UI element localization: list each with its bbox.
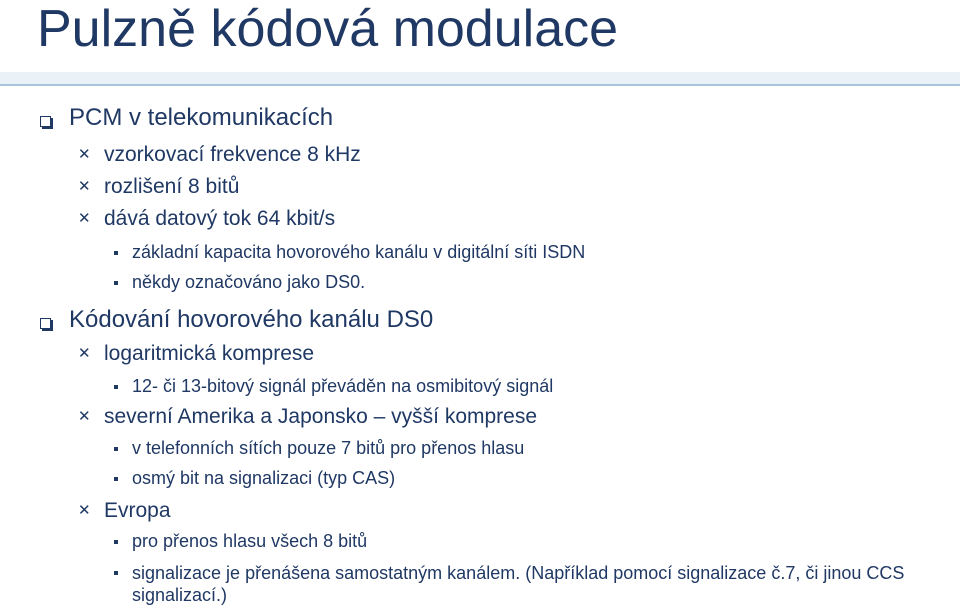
small-square-icon xyxy=(114,540,118,544)
sub-list-item-text: osmý bit na signalizaci (typ CAS) xyxy=(132,468,396,488)
sub-list-item-text: signalizace je přenášena samostatným kanálem. (Například pomocí signalizace č.7, či jinou CCS signalizací.) xyxy=(132,563,905,605)
sub-list-item-text: 12- či 13-bitový signál převáděn na osmibitový signál xyxy=(132,376,554,396)
title-underline-line xyxy=(0,84,960,86)
x-mark-icon: ✕ xyxy=(78,146,91,163)
sub-list-item-text: v telefonních sítích pouze 7 bitů pro přenos hlasu xyxy=(132,438,525,458)
small-square-icon xyxy=(114,251,118,255)
x-mark-icon: ✕ xyxy=(78,210,91,227)
list-item-text: vzorkovací frekvence 8 kHz xyxy=(104,143,361,166)
small-square-icon xyxy=(114,281,118,285)
x-mark-icon: ✕ xyxy=(78,178,91,195)
list-item-text: rozlišení 8 bitů xyxy=(104,175,240,198)
section-heading-text: PCM v telekomunikacích xyxy=(69,104,334,131)
small-square-icon xyxy=(114,385,118,389)
x-mark-icon: ✕ xyxy=(78,502,91,519)
small-square-icon xyxy=(114,571,118,575)
slide-title: Pulzně kódová modulace xyxy=(37,0,619,58)
list-item-text: dává datový tok 64 kbit/s xyxy=(104,207,336,230)
square-bullet-icon xyxy=(40,116,51,127)
sub-list-item-text: pro přenos hlasu všech 8 bitů xyxy=(132,531,368,551)
small-square-icon xyxy=(114,447,118,451)
list-item-text: logaritmická komprese xyxy=(104,342,315,365)
small-square-icon xyxy=(114,477,118,481)
x-mark-icon: ✕ xyxy=(78,345,91,362)
sub-list-item-text: základní kapacita hovorového kanálu v digitální síti ISDN xyxy=(132,242,586,262)
list-item-text: severní Amerika a Japonsko – vyšší komprese xyxy=(104,405,538,428)
x-mark-icon: ✕ xyxy=(78,408,91,425)
square-bullet-icon xyxy=(40,318,51,329)
list-item-text: Evropa xyxy=(104,499,171,522)
sub-list-item-text: někdy označováno jako DS0. xyxy=(132,272,366,292)
section-heading-text: Kódování hovorového kanálu DS0 xyxy=(69,306,434,333)
